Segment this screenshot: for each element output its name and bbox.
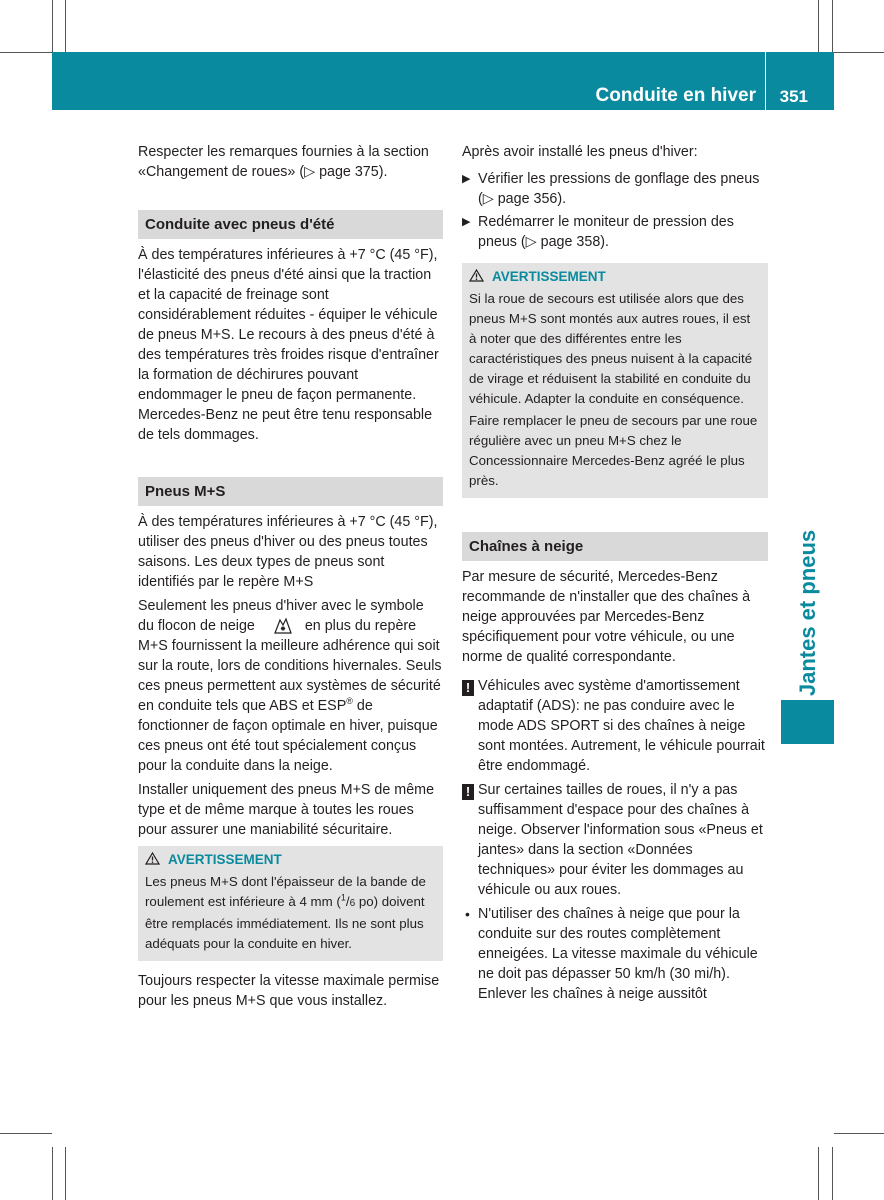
ms-paragraph-4: Toujours respecter la vitesse maximale permise pour les pneus M+S que vous installez. — [138, 973, 440, 1009]
fraction-separator: / — [345, 894, 350, 909]
step-text: Vérifier les pressions de gonflage des pneus (▷ page 356). — [478, 171, 760, 207]
crop-mark — [65, 1147, 66, 1200]
step-arrow-icon: ▶ — [462, 216, 471, 228]
ms-paragraph-2 — [138, 596, 443, 776]
warning-triangle-icon — [469, 269, 484, 282]
crop-mark — [818, 0, 819, 52]
section-tab-label: Jantes et pneus — [794, 529, 820, 697]
after-install-intro: Après avoir installé les pneus d'hiver: — [462, 144, 698, 160]
ms-paragraph-2-start: Seulement les pneus d'hiver avec le symbole du flocon de neige — [138, 598, 424, 634]
step-text: Redémarrer le moniteur de pression des pneus (▷ page 358). — [478, 214, 734, 250]
ms-paragraph-2-middle: en plus du repère M+S fournissent la meilleure adhérence qui soit sur la route, lors de conditions hivernales. Seuls ces pneus permettent aux systèmes de sécurité en conduite tels que ABS et ESP — [138, 618, 442, 714]
exclamation-icon: ! — [462, 784, 474, 800]
bullet-item — [462, 904, 768, 1004]
crop-mark — [818, 1147, 819, 1200]
bullet-dot: • — [465, 906, 470, 922]
crop-mark — [65, 0, 66, 52]
section-heading-summer: Conduite avec pneus d'été — [138, 210, 443, 239]
page-number: 351 — [779, 87, 808, 106]
exclamation-icon: ! — [462, 680, 474, 696]
header-divider — [765, 52, 766, 110]
crop-mark — [832, 0, 833, 52]
snowflake-mountain-icon — [273, 616, 293, 634]
crop-mark — [0, 52, 52, 53]
warning-text-1: Si la roue de secours est utilisée alors que des pneus M+S sont montés aux autres roues, il est à noter que des différentes entre les caractéristiques des pneus nuisent à la capacité de virage et réduisent la stabilité en conduite du véhicule. Adapter la conduite en conséquence. — [469, 291, 753, 406]
section-heading-ms: Pneus M+S — [138, 477, 443, 506]
ms-paragraph-2-end: de fonctionner de façon optimale en hiver, puisque ces pneus ont été tout spécialement conçus pour la conduite dans la neige. — [138, 698, 438, 774]
section-tab — [781, 529, 834, 697]
page-header — [52, 52, 834, 110]
step-arrow-icon: ▶ — [462, 173, 471, 185]
crop-mark — [834, 52, 884, 53]
ms-paragraph-3: Installer uniquement des pneus M+S de même type et de même marque à toutes les roues pour assurer une maniabilité sécuritaire. — [138, 782, 435, 838]
warning-box-spare — [462, 263, 768, 498]
bullet-text: N'utiliser des chaînes à neige que pour la conduite sur des routes complètement enneigées. La vitesse maximale du véhicule ne doit pas dépasser 50 km/h (30 mi/h). Enlever les chaînes à neige aussitôt — [478, 906, 758, 1002]
crop-mark — [52, 1147, 53, 1200]
note-item — [462, 780, 768, 900]
chapter-title: Conduite en hiver — [595, 85, 756, 106]
crop-mark — [0, 1133, 52, 1134]
warning-triangle-icon — [145, 852, 160, 865]
registered-mark: ® — [346, 696, 353, 707]
right-column — [462, 142, 768, 1007]
section-heading-chains: Chaînes à neige — [462, 532, 768, 561]
left-column — [138, 142, 443, 1015]
crop-mark — [834, 1133, 884, 1134]
warning-text: Les pneus M+S dont l'épaisseur de la bande de roulement est inférieure à 4 mm ($^1$/6 po) doivent être remplacés immédiatement. Ils ne sont plus adéquats pour la conduite en hiver. — [145, 874, 426, 951]
chains-text: Par mesure de sécurité, Mercedes-Benz recommande de n'installer que des chaînes à neige approuvées par Mercedes-Benz spécifiquement pour votre véhicule, ou une norme de qualité correspondante. — [462, 569, 751, 665]
crop-mark — [52, 0, 53, 52]
warning-box-tread — [138, 846, 443, 961]
note-text: Sur certaines tailles de roues, il n'y a pas suffisamment d'espace pour des chaînes à neige. Observer l'information sous «Pneus et jantes» dans la section «Données techniques» pour éviter les dommages au véhicule ou aux roues. — [478, 782, 763, 898]
warning-text-2: Faire remplacer le pneu de secours par une roue régulière avec un pneu M+S chez le Concessionnaire Mercedes-Benz agréé le plus près. — [469, 413, 758, 488]
crop-mark — [832, 1147, 833, 1200]
intro-text: Respecter les remarques fournies à la section «Changement de roues» (▷ page 375). — [138, 144, 429, 180]
summer-text: À des températures inférieures à +7 °C (45 °F), l'élasticité des pneus d'été ainsi que la traction et la capacité de freinage sont considérablement réduites - équiper le véhicule de pneus M+S. Le recours à des pneus d'été à des températures très froides risque d'entraîner la formation de déchirures pouvant endommager le pneu de façon permanente. Mercedes-Benz ne peut être tenu responsable de tels dommages. — [138, 247, 439, 443]
step-item — [462, 169, 768, 209]
ms-paragraph-1: À des températures inférieures à +7 °C (45 °F), utiliser des pneus d'hiver ou des pneus toutes saisons. Les deux types de pneus sont identifiés par le repère M+S — [138, 514, 438, 590]
note-text: Véhicules avec système d'amortissement adaptatif (ADS): ne pas conduire avec le mode ADS SPORT si des chaînes à neige sont montées. Autrement, le véhicule pourrait être endommagé. — [478, 678, 765, 774]
note-item — [462, 676, 768, 776]
warning-title: AVERTISSEMENT — [168, 852, 282, 867]
fraction-denominator: 6 — [349, 898, 356, 909]
warning-title: AVERTISSEMENT — [492, 269, 606, 284]
step-item — [462, 212, 768, 252]
section-tab-marker — [781, 700, 834, 744]
fraction-numerator: 1 — [340, 892, 346, 903]
